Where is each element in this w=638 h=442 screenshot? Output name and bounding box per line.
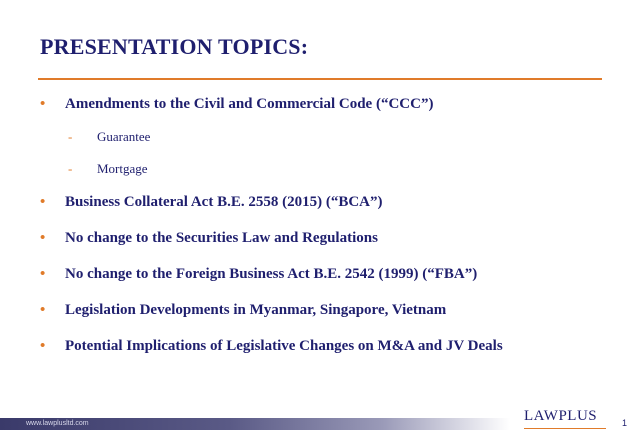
- bullet-icon: •: [40, 266, 46, 282]
- list-item: [40, 335, 630, 357]
- list-item: [40, 191, 630, 213]
- footer-url[interactable]: www.lawplusltd.com: [26, 420, 89, 427]
- list-item-text: Business Collateral Act B.E. 2558 (2015) (“BCA”): [65, 194, 383, 210]
- dash-icon: -: [68, 129, 73, 144]
- list-item-text: Potential Implications of Legislative Changes on M&A and JV Deals: [65, 338, 503, 354]
- bullet-icon: •: [40, 338, 46, 354]
- logo-underline: [524, 428, 606, 429]
- bullet-icon: •: [40, 96, 46, 112]
- list-item: [40, 263, 630, 285]
- sub-list-item: [40, 159, 630, 179]
- bullet-icon: •: [40, 230, 46, 246]
- sub-item-text: Mortgage: [97, 161, 148, 176]
- list-item-text: Legislation Developments in Myanmar, Singapore, Vietnam: [65, 302, 447, 318]
- bullet-icon: •: [40, 302, 46, 318]
- list-item-text: No change to the Foreign Business Act B.E. 2542 (1999) (“FBA”): [65, 266, 478, 282]
- bullet-icon: •: [40, 194, 46, 210]
- list-item: [40, 227, 630, 249]
- list-item-text: No change to the Securities Law and Regulations: [65, 230, 378, 246]
- lawplus-logo: LAWPLUS: [524, 408, 598, 424]
- sub-item-text: Guarantee: [97, 129, 151, 144]
- slide-title: PRESENTATION TOPICS:: [40, 34, 309, 59]
- sub-list-item: [40, 127, 630, 147]
- list-item-text: Amendments to the Civil and Commercial Code (“CCC”): [65, 96, 434, 112]
- list-item: [40, 299, 630, 321]
- topic-list: [40, 93, 630, 357]
- dash-icon: -: [68, 161, 73, 176]
- list-item: [40, 93, 630, 115]
- page-number: 1: [622, 418, 628, 428]
- title-divider: [38, 78, 602, 80]
